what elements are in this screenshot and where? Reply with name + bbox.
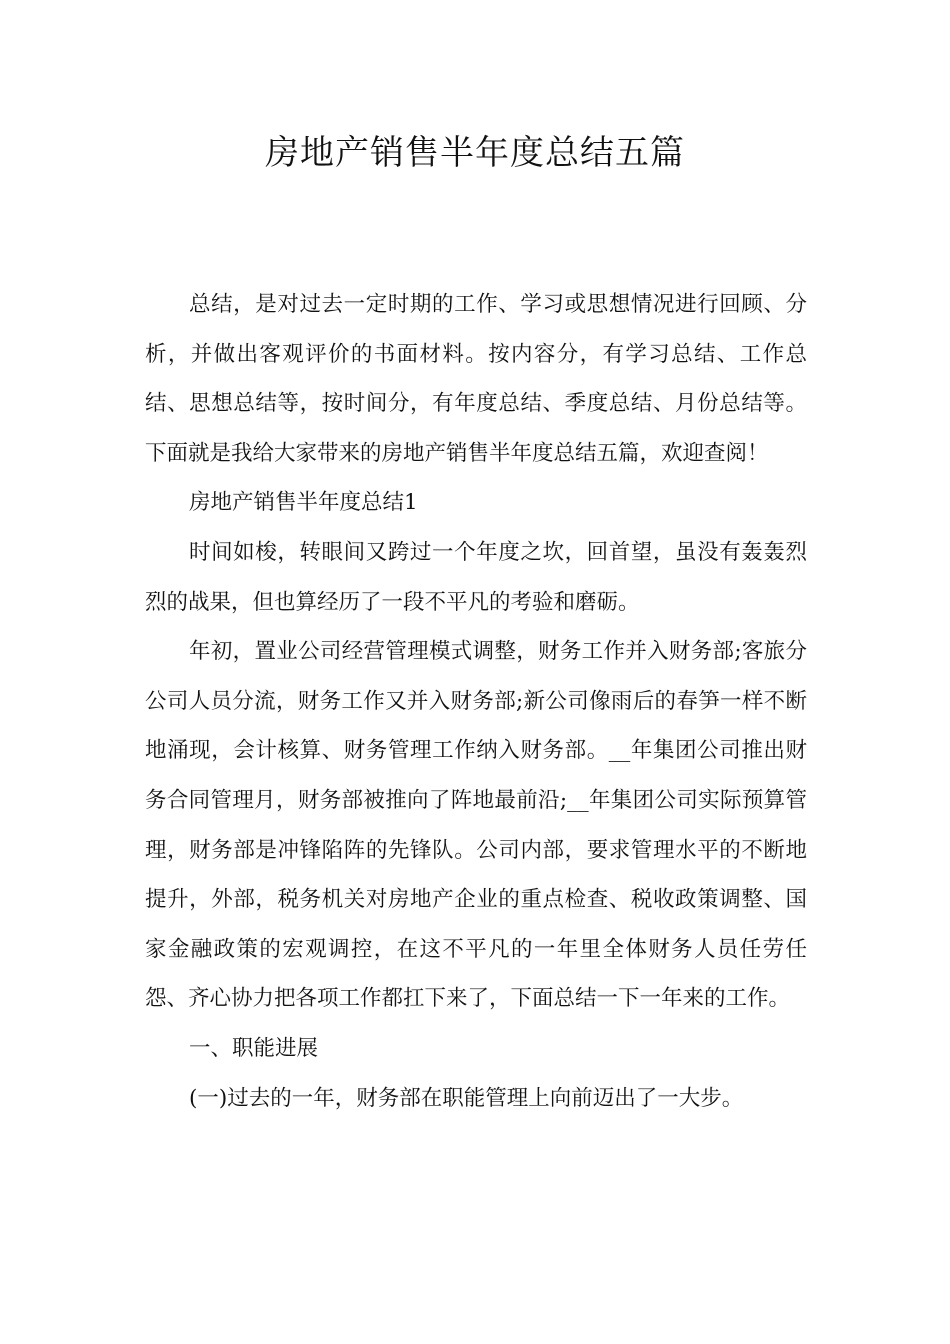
body-paragraph: 时间如梭，转眼间又跨过一个年度之坎，回首望，虽没有轰轰烈烈的战果，但也算经历了一段不平凡的考验和磨砺。 [145, 539, 807, 615]
section-heading-summary-1: 房地产销售半年度总结1 [189, 490, 418, 516]
document-title: 房地产销售半年度总结五篇 [265, 133, 685, 173]
body-paragraph: 年初，置业公司经营管理模式调整，财务工作并入财务部;客旅分公司人员分流，财务工作又并入财务部;新公司像雨后的春笋一样不断地涌现，会计核算、财务管理工作纳入财务部。__年集团公司推出财务合同管理月，财务部被推向了阵地最前沿;__年集团公司实际预算管理，财务部是冲锋陷阵的先锋队。公司内部，要求管理水平的不断地提升，外部，税务机关对房地产企业的重点检查、税收政策调整、国家金融政策的宏观调控，在这不平凡的一年里全体财务人员任劳任怨、齐心协力把各项工作都扛下来了，下面总结一下一年来的工作。 [145, 639, 807, 1012]
intro-paragraph: 总结，是对过去一定时期的工作、学习或思想情况进行回顾、分析，并做出客观评价的书面材料。按内容分，有学习总结、工作总结、思想总结等，按时间分，有年度总结、季度总结、月份总结等。下面就是我给大家带来的房地产销售半年度总结五篇，欢迎查阅！ [145, 292, 807, 466]
section-heading-functions: 一、职能进展 [189, 1035, 319, 1061]
body-paragraph: (一)过去的一年，财务部在职能管理上向前迈出了一大步。 [189, 1085, 744, 1111]
document-body [145, 280, 807, 1123]
